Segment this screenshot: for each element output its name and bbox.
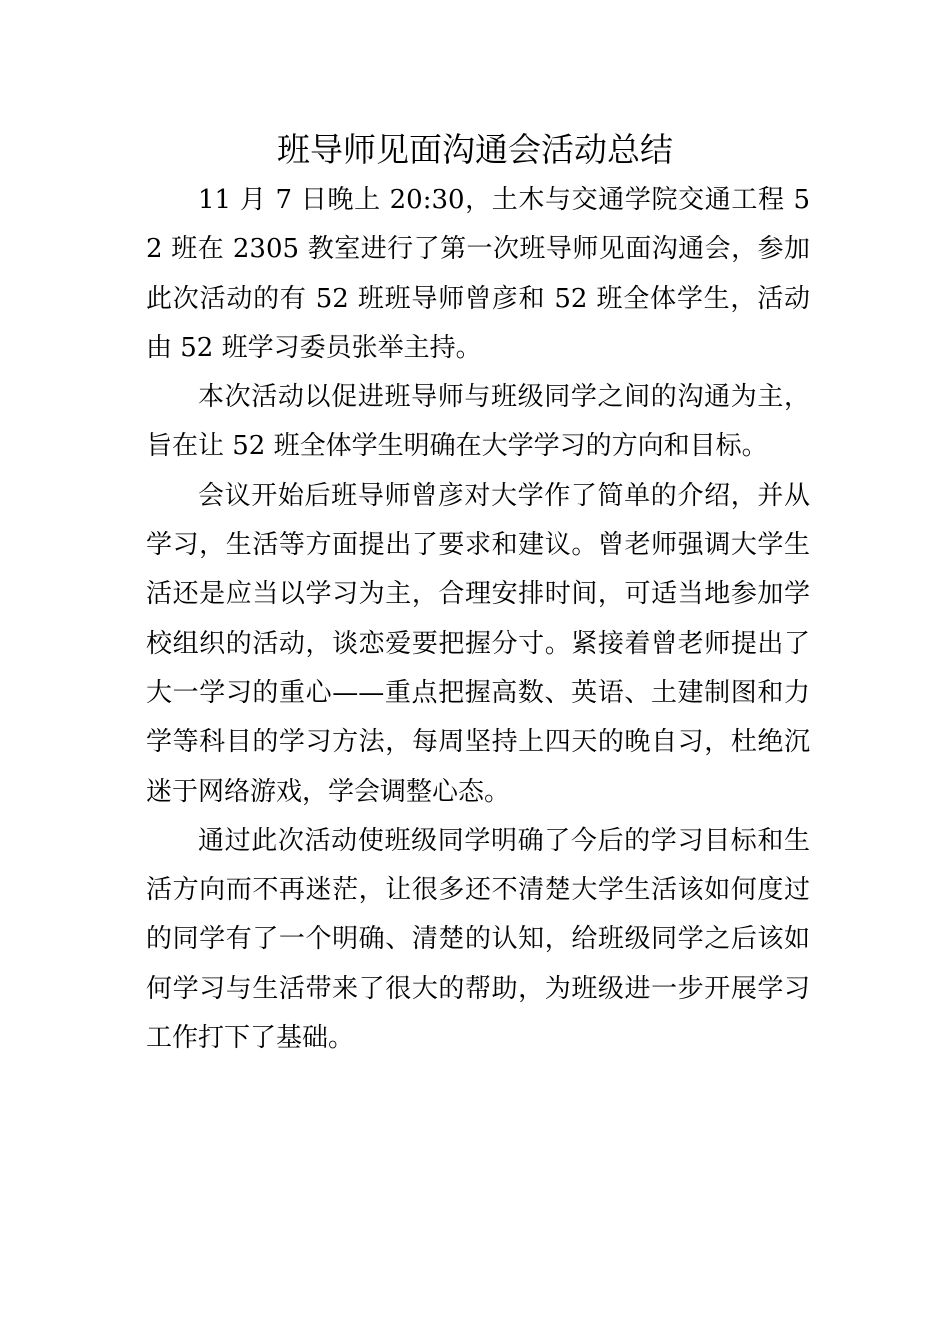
paragraph-4: 通过此次活动使班级同学明确了今后的学习目标和生活方向而不再迷茫，让很多还不清楚大学生活该如何度过的同学有了一个明确、清楚的认知，给班级同学之后该如何学习与生活带来了很大的帮助，为班级进一步开展学习工作打下了基础。 <box>146 825 810 1054</box>
paragraph-2: 本次活动以促进班导师与班级同学之间的沟通为主，旨在让 52 班全体学生明确在大学学习的方向和目标。 <box>146 382 810 462</box>
document-title: 班导师见面沟通会活动总结 <box>277 130 673 169</box>
document-body <box>146 176 810 1063</box>
paragraph-3: 会议开始后班导师曾彦对大学作了简单的介绍，并从学习，生活等方面提出了要求和建议。曾老师强调大学生活还是应当以学习为主，合理安排时间，可适当地参加学校组织的活动，谈恋爱要把握分寸。紧接着曾老师提出了大一学习的重心——重点把握高数、英语、土建制图和力学等科目的学习方法，每周坚持上四天的晚自习，杜绝沉迷于网络游戏，学会调整心态。 <box>146 480 810 807</box>
paragraph-1: 11 月 7 日晚上 20:30，土木与交通学院交通工程 52 班在 2305 教室进行了第一次班导师见面沟通会，参加此次活动的有 52 班班导师曾彦和 52 班全体学生，活动由 52 班学习委员张举主持。 <box>146 185 810 363</box>
